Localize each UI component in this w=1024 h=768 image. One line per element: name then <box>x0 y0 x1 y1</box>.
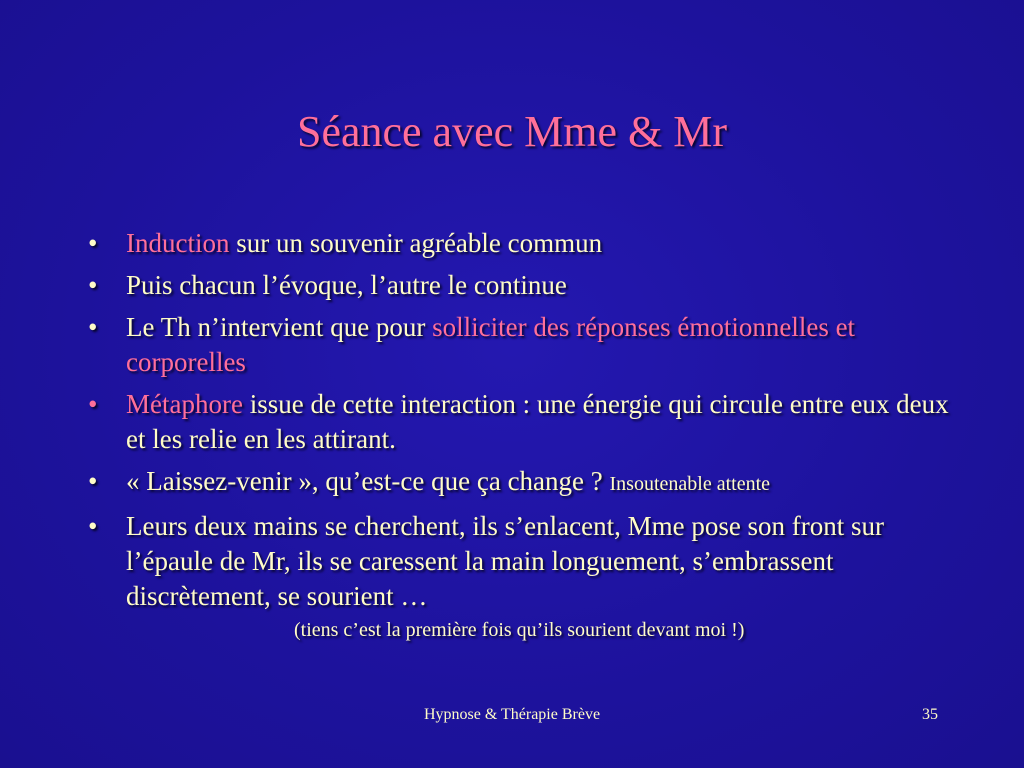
bullet-3-highlight: solliciter des réponses émotionnelles et corporelles <box>126 312 856 377</box>
bullet-item-2 <box>88 268 968 303</box>
bullet-dot-icon: • <box>88 511 98 541</box>
bullet-item-1 <box>88 226 968 261</box>
footer-title: Hypnose & Thérapie Brève <box>423 706 601 723</box>
bullet-item-6 <box>88 509 968 644</box>
bullet-1-highlight: Induction <box>126 228 230 258</box>
bullet-item-3 <box>88 310 968 380</box>
slide-title: Séance avec Mme & Mr <box>296 107 728 156</box>
bullet-dot-icon: • <box>88 389 98 419</box>
bullet-5-note: Insoutenable attente <box>609 473 771 495</box>
bullet-item-5 <box>88 464 968 502</box>
bullet-dot-icon: • <box>88 228 98 258</box>
bullet-5-text: « Laissez-venir », qu’est-ce que ça change ? <box>126 466 610 496</box>
bullet-6-text: Leurs deux mains se cherchent, ils s’enlacent, Mme pose son front sur l’épaule de Mr, ils se caressent la main longuement, s’embrassent discrètement, se sourient … <box>126 511 885 611</box>
page-number: 35 <box>922 706 938 723</box>
bullet-3-text: Le Th n’intervient que pour <box>126 312 433 342</box>
bullet-dot-icon: • <box>88 312 98 342</box>
bullet-dot-icon: • <box>88 466 98 496</box>
bullet-1-text: sur un souvenir agréable commun <box>229 228 603 258</box>
bullet-dot-icon: • <box>88 270 98 300</box>
bullet-list <box>88 226 968 651</box>
bullet-2-text: Puis chacun l’évoque, l’autre le continue <box>126 270 567 300</box>
bullet-4-highlight: Métaphore <box>126 389 243 419</box>
bullet-item-4 <box>88 387 968 457</box>
bullet-6-note: (tiens c’est la première fois qu’ils sourient devant moi !) <box>294 619 745 641</box>
bullet-4-text: issue de cette interaction : une énergie qui circule entre eux deux et les relie en les attirant. <box>126 389 949 454</box>
